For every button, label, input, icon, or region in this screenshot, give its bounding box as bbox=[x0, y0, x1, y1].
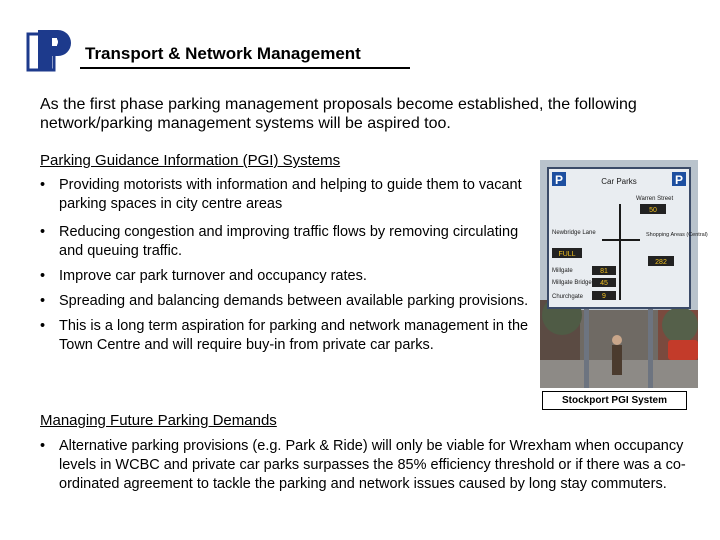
page-title: Transport & Network Management bbox=[85, 44, 361, 63]
list-item bbox=[40, 437, 690, 494]
pgi-bullet-list bbox=[40, 176, 540, 355]
list-item bbox=[40, 176, 540, 214]
bullet-icon: • bbox=[40, 438, 46, 454]
bullet-icon: • bbox=[40, 224, 46, 240]
photo-caption: Stockport PGI System bbox=[542, 391, 687, 410]
svg-text:81: 81 bbox=[600, 268, 608, 275]
pgi-sign-photo bbox=[540, 160, 708, 388]
svg-text:Newbridge Lane: Newbridge Lane bbox=[552, 230, 596, 236]
svg-text:45: 45 bbox=[600, 280, 608, 287]
list-item bbox=[40, 292, 540, 311]
bullet-icon: • bbox=[40, 268, 46, 284]
svg-text:P: P bbox=[674, 173, 684, 187]
title-divider bbox=[80, 67, 410, 69]
bullet-text: Alternative parking provisions (e.g. Park & Ride) will only be viable for Wrexham when occupancy levels in WCBC and private car parks surpasses the 85% efficiency threshold or if there was a co-ordinated agreement to tackle the parking and network issues caused by long stay commuters. bbox=[59, 438, 686, 492]
svg-text:Millgate Bridge: Millgate Bridge bbox=[552, 280, 592, 286]
svg-text:Churchgate: Churchgate bbox=[552, 294, 584, 300]
bullet-text: Reducing congestion and improving traffic flows by removing circulating and queuing traffic. bbox=[59, 224, 519, 259]
future-demands-bullet-list bbox=[40, 437, 690, 494]
intro-paragraph: As the first phase parking management proposals become established, the following network/parking management systems will be aspired too. bbox=[40, 96, 637, 132]
section-heading-future-demands: Managing Future Parking Demands bbox=[40, 412, 277, 429]
bullet-text: Providing motorists with information and helping to guide them to vacant parking spaces in city centre areas bbox=[59, 177, 522, 212]
list-item bbox=[40, 267, 540, 286]
svg-text:Millgate: Millgate bbox=[552, 268, 573, 274]
bullet-text: This is a long term aspiration for parking and network management in the Town Centre and will require buy-in from private car parks. bbox=[59, 318, 529, 353]
bullet-text: Spreading and balancing demands between available parking provisions. bbox=[59, 293, 529, 309]
svg-text:9: 9 bbox=[602, 293, 606, 300]
bullet-icon: • bbox=[40, 318, 46, 334]
svg-text:FULL: FULL bbox=[558, 251, 576, 258]
svg-text:Shopping Areas (Central): Shopping Areas (Central) bbox=[646, 232, 708, 238]
svg-text:Car Parks: Car Parks bbox=[601, 177, 637, 186]
svg-text:Warren Street: Warren Street bbox=[636, 196, 674, 202]
list-item bbox=[40, 223, 540, 261]
section-heading-pgi: Parking Guidance Information (PGI) Systems bbox=[40, 152, 341, 169]
parking-logo-icon bbox=[28, 30, 72, 70]
bullet-text: Improve car park turnover and occupancy rates. bbox=[59, 268, 367, 284]
list-item bbox=[40, 317, 540, 355]
bullet-icon: • bbox=[40, 177, 46, 193]
svg-text:282: 282 bbox=[655, 259, 667, 266]
bullet-icon: • bbox=[40, 293, 46, 309]
svg-text:50: 50 bbox=[649, 207, 657, 214]
svg-text:P: P bbox=[554, 173, 564, 187]
